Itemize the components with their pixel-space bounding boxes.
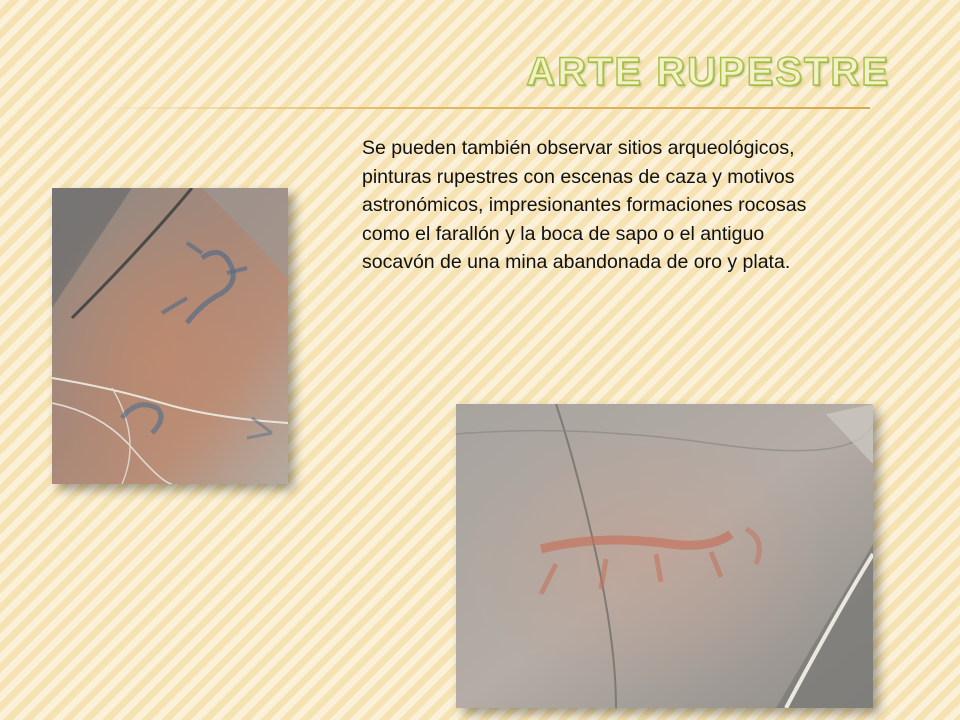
slide-title: ARTE RUPESTRE	[526, 50, 890, 94]
rock-art-photo-red	[456, 404, 873, 708]
slide-body-text: Se pueden también observar sitios arqueológicos, pinturas rupestres con escenas de caza y motivos astronómicos, impresionantes formaciones rocosas como el farallón y la boca de sapo o el antiguo socavón de una mina abandonada de oro y plata.	[362, 137, 807, 274]
title-underline	[90, 107, 870, 109]
rock-art-photo-blue	[52, 188, 288, 484]
